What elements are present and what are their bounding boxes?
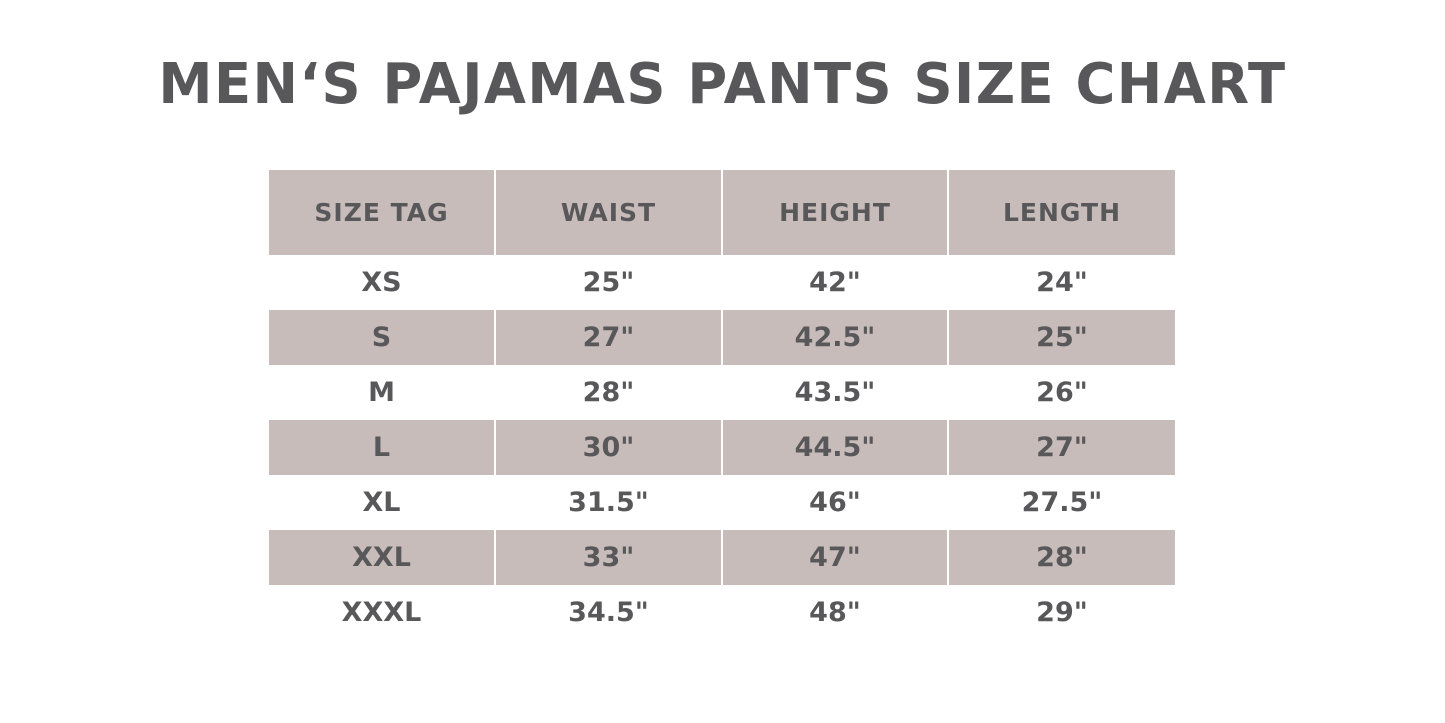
table-row — [269, 420, 1175, 475]
cell-size-tag: S — [269, 310, 495, 365]
cell-height: 43.5" — [722, 365, 948, 420]
column-header-waist: WAIST — [495, 170, 722, 255]
cell-size-tag: XS — [269, 255, 495, 310]
cell-waist: 33" — [495, 530, 722, 585]
cell-length: 27" — [948, 420, 1175, 475]
cell-height: 47" — [722, 530, 948, 585]
size-chart-table — [269, 170, 1175, 640]
table-row — [269, 255, 1175, 310]
column-header-length: LENGTH — [948, 170, 1175, 255]
table-row — [269, 530, 1175, 585]
cell-height: 42" — [722, 255, 948, 310]
cell-waist: 30" — [495, 420, 722, 475]
cell-size-tag: XL — [269, 475, 495, 530]
cell-length: 28" — [948, 530, 1175, 585]
table-row — [269, 310, 1175, 365]
column-header-height: HEIGHT — [722, 170, 948, 255]
cell-length: 26" — [948, 365, 1175, 420]
cell-size-tag: M — [269, 365, 495, 420]
table-row — [269, 475, 1175, 530]
cell-waist: 27" — [495, 310, 722, 365]
cell-length: 29" — [948, 585, 1175, 640]
table-row — [269, 585, 1175, 640]
cell-length: 25" — [948, 310, 1175, 365]
column-header-size-tag: SIZE TAG — [269, 170, 495, 255]
cell-waist: 28" — [495, 365, 722, 420]
table-header-row — [269, 170, 1175, 255]
cell-height: 48" — [722, 585, 948, 640]
cell-waist: 31.5" — [495, 475, 722, 530]
size-chart-table-container — [269, 170, 1175, 640]
cell-height: 42.5" — [722, 310, 948, 365]
cell-size-tag: XXL — [269, 530, 495, 585]
table-row — [269, 365, 1175, 420]
table-body — [269, 255, 1175, 640]
cell-length: 24" — [948, 255, 1175, 310]
cell-height: 46" — [722, 475, 948, 530]
cell-waist: 25" — [495, 255, 722, 310]
cell-size-tag: XXXL — [269, 585, 495, 640]
cell-waist: 34.5" — [495, 585, 722, 640]
cell-height: 44.5" — [722, 420, 948, 475]
table-header — [269, 170, 1175, 255]
cell-length: 27.5" — [948, 475, 1175, 530]
cell-size-tag: L — [269, 420, 495, 475]
page-title: MEN‘S PAJAMAS PANTS SIZE CHART — [158, 52, 1287, 117]
